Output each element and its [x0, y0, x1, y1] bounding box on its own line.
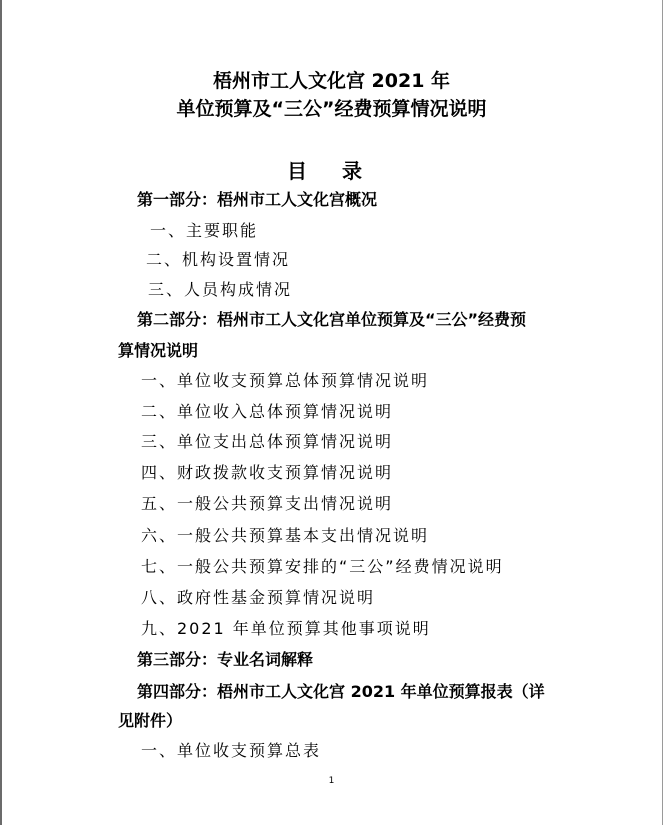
toc-part-2-heading-line-1[interactable]: 第二部分：梧州市工人文化宫单位预算及“三公”经费预: [137, 310, 527, 329]
document-title-line-2: 单位预算及“三公”经费预算情况说明: [176, 98, 487, 120]
toc-part-4-heading-line-1[interactable]: 第四部分：梧州市工人文化宫 2021 年单位预算报表（详: [137, 682, 545, 701]
page-number: 1: [328, 776, 335, 786]
toc-part-2-item-4[interactable]: 四、财政拨款收支预算情况说明: [141, 463, 394, 482]
toc-part-2-item-7[interactable]: 七、一般公共预算安排的“三公”经费情况说明: [141, 557, 504, 576]
toc-part-1-heading[interactable]: 第一部分：梧州市工人文化宫概况: [137, 190, 378, 209]
toc-heading: 目 录: [287, 159, 376, 183]
document-title-line-1: 梧州市工人文化宫 2021 年: [212, 70, 451, 92]
toc-part-3-heading[interactable]: 第三部分：专业名词解释: [137, 650, 314, 669]
toc-part-2-item-8[interactable]: 八、政府性基金预算情况说明: [141, 588, 376, 607]
toc-part-2-item-3[interactable]: 三、单位支出总体预算情况说明: [141, 432, 394, 451]
toc-part-2-item-6[interactable]: 六、一般公共预算基本支出情况说明: [141, 526, 430, 545]
toc-part-4-heading-line-2[interactable]: 见附件）: [118, 711, 183, 730]
toc-part-2-heading-line-2[interactable]: 算情况说明: [118, 341, 199, 360]
toc-part-1-item-3[interactable]: 三、人员构成情况: [148, 280, 293, 299]
toc-part-4-item-1[interactable]: 一、单位收支预算总表: [141, 741, 322, 760]
toc-part-1-item-2[interactable]: 二、机构设置情况: [146, 250, 291, 269]
toc-part-1-item-1[interactable]: 一、主要职能: [150, 221, 259, 240]
toc-part-2-item-5[interactable]: 五、一般公共预算支出情况说明: [141, 494, 394, 513]
toc-part-2-item-1[interactable]: 一、单位收支预算总体预算情况说明: [141, 371, 430, 390]
toc-part-2-item-9[interactable]: 九、2021 年单位预算其他事项说明: [141, 619, 431, 638]
toc-part-2-item-2[interactable]: 二、单位收入总体预算情况说明: [141, 402, 394, 421]
